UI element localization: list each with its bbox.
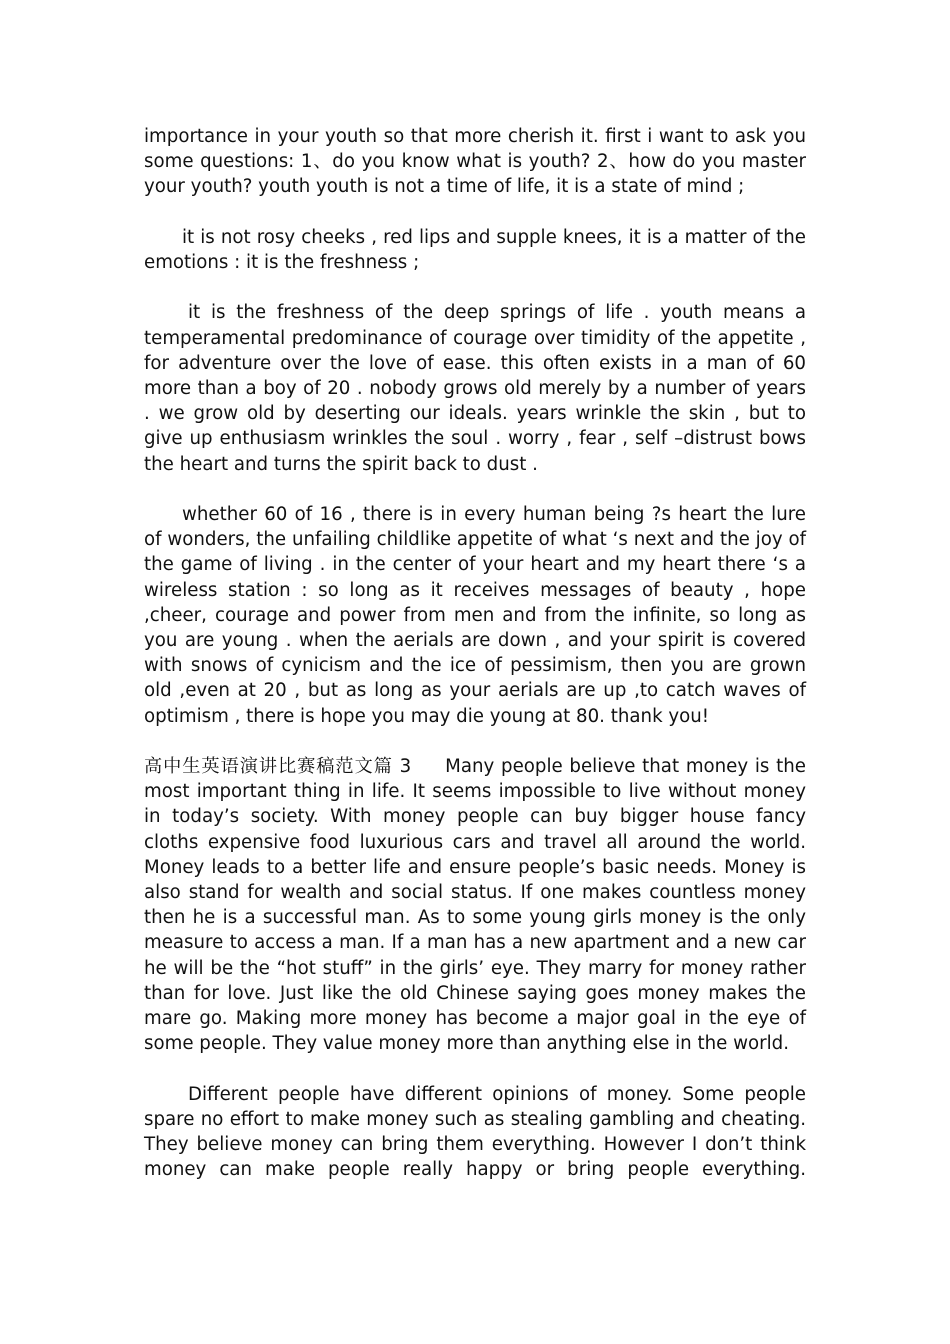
paragraph-youth-wonders: whether 60 of 16 , there is in every human being ?s heart the lure of wonders, the unfailing childlike appetite of what ‘s next and the joy of the game of living . in the center of your heart and my heart there ‘s a wireless station : so long as it receives messages of beauty , hope ,cheer, courage and power from men and from the infinite, so long as you are young . when the aerials are down , and your spirit is covered with snows of cynicism and the ice of pessimism, then you are grown old ,even at 20 , but as long as your aerials are up ,to catch waves of optimism , there is hope you may die young at 80. thank you! (144, 504, 806, 727)
section-money-second-paragraph: Different people have different opinions of money. Some people spare no effort to make money such as stealing gambling and cheating. They believe money can bring them everything. However I don’t think money can make people really happy or bring people everything. (144, 1083, 806, 1181)
paragraph-youth-freshness: it is the freshness of the deep springs of life . youth means a temperamental predominance of courage over timidity of the appetite , for adventure over the love of ease. this often exists in a man of 60 more than a boy of 20 . nobody grows old merely by a number of years . we grow old by deserting our ideals. years wrinkle the skin , but to give up enthusiasm wrinkles the soul . worry , fear , self –distrust bows the heart and turns the spirit back to dust . (144, 302, 806, 475)
paragraph-youth-intro: importance in your youth so that more cherish it. first i want to ask you some questions: 1、do you know what is youth? 2、how do you master your youth? youth youth is not a time of life, it is a state of mind ; (144, 126, 806, 198)
paragraph-youth-emotions: it is not rosy cheeks , red lips and supple knees, it is a matter of the emotions : it is the freshness ; (144, 226, 806, 273)
document-body (144, 124, 806, 1182)
section-money-first-paragraph (144, 754, 806, 1056)
section-heading: 高中生英语演讲比赛稿范文篇 3 (144, 756, 412, 778)
section-money-first-text: Many people believe that money is the most important thing in life. It seems impossible to live without money in today’s society. With money people can buy bigger house fancy cloths expensive food luxurious cars and travel all around the world. Money leads to a better life and ensure people’s basic needs. Money is also stand for wealth and social status. If one makes countless money then he is a successful man. As to some young girls money is the only measure to access a man. If a man has a new apartment and a new car he will be the “hot stuff” in the girls’ eye. They marry for money rather than for love. Just like the old Chinese saying goes money makes the mare go. Making more money has become a major goal in the eye of some people. They value money more than anything else in the world. (144, 756, 806, 1055)
